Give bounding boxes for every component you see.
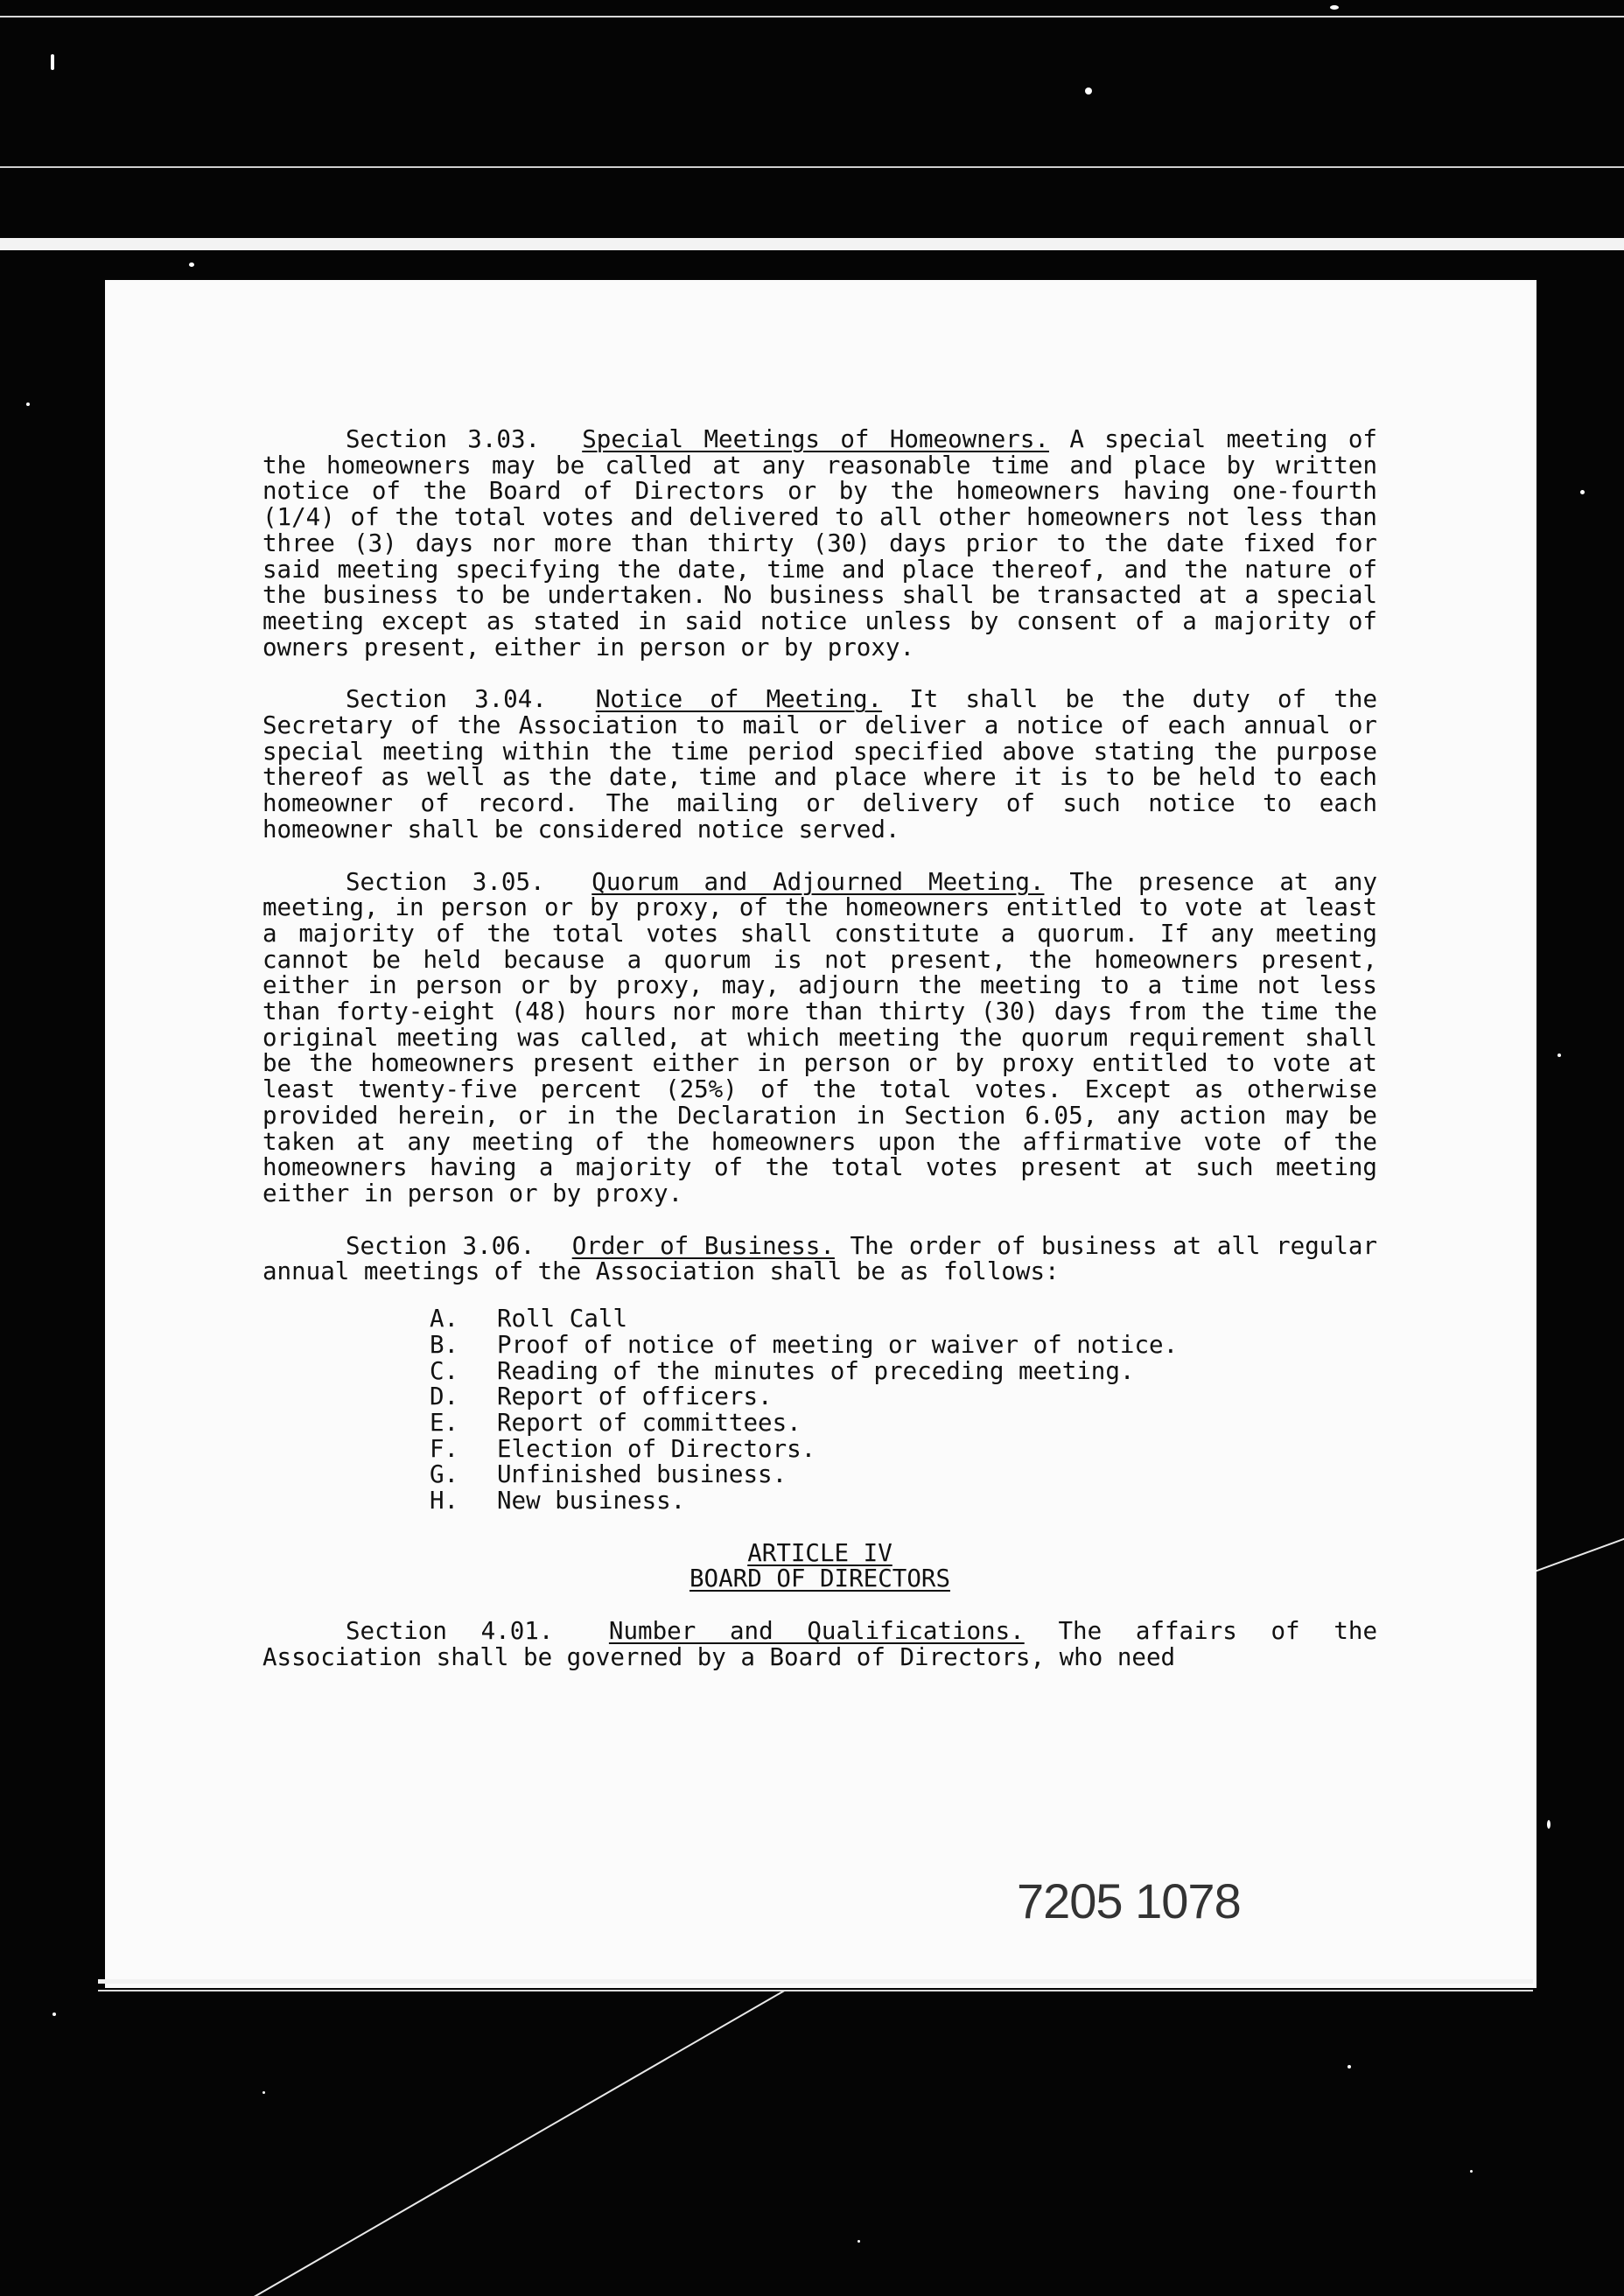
section-3-06 — [262, 1231, 1378, 1286]
scan-edge-line — [0, 166, 1624, 168]
list-item-letter: G. — [430, 1460, 459, 1489]
article-heading — [262, 1538, 1377, 1593]
list-item-text: Election of Directors. — [497, 1434, 816, 1463]
scan-speck — [1547, 1820, 1550, 1829]
section-title: Number and Qualifications. — [608, 1617, 1025, 1646]
section-body: The presence at any meeting, in person or by proxy, of the homeowners entitled to vote at least a majority of the total votes shall constitute a quorum. If any meeting cannot be held because a quorum is not present, the homeowners present, either in person or by proxy, may, adjourn the meeting to a time not less than forty-eight (48) hours nor more than thirty (30) days from the time the original meeting was called, at which meeting the quorum requirement shall be the homeowners present either in person or by proxy entitled to vote at least twenty-five percent (25%) of the total votes. Except as otherwise provided herein, or in the Declaration in Section 6.05, any action may be taken at any meeting of the homeowners upon the affirmative vote of the homeowners having a majority of the total votes present at such meeting either in person or by proxy. — [262, 867, 1378, 1208]
list-item-letter: E. — [430, 1408, 459, 1437]
page-bottom-edge — [98, 1990, 1533, 1992]
scan-speck — [1330, 5, 1339, 10]
list-item-text: Roll Call — [497, 1305, 628, 1334]
scan-speck — [262, 2091, 265, 2094]
scan-edge-line — [0, 238, 1624, 250]
section-number: Section 4.01. — [346, 1617, 554, 1646]
article-title: BOARD OF DIRECTORS — [689, 1564, 950, 1593]
list-item — [430, 1488, 1377, 1515]
section-3-05 — [262, 867, 1378, 1208]
scan-speck — [1470, 2170, 1473, 2173]
section-body: A special meeting of the homeowners may be called at any reasonable time and place by written notice of the Board of Directors or by the homeowners having one-fourth (1/4) of the total votes and delivered to all other homeowners not less than three (3) days nor more than thirty (30) days prior to the date fixed for said meeting specifying the date, time and place thereof, and the nature of the business to be undertaken. No business shall be transacted at a special meeting except as stated in said notice unless by consent of a majority of owners present, either in person or by proxy. — [262, 425, 1377, 662]
section-title: Order of Business. — [571, 1231, 835, 1260]
document-body — [262, 427, 1377, 1698]
section-title: Notice of Meeting. — [595, 685, 883, 714]
scan-speck — [858, 2240, 860, 2243]
section-number: Section 3.05. — [346, 867, 545, 896]
list-item — [430, 1384, 1377, 1410]
list-item-letter: F. — [430, 1434, 459, 1463]
section-body: It shall be the duty of the Secretary of the Association to mail or deliver a notice of each annual or special meeting within the time period specified above stating the purpose thereof as well as the date, time and place where it is to be held to each homeowner of record. The mailing or delivery of such notice to each homeowner shall be considered notice served. — [262, 685, 1378, 844]
section-3-04 — [262, 687, 1377, 843]
scan-speck — [51, 54, 54, 70]
list-item-letter: H. — [430, 1487, 459, 1516]
list-item-text: Unfinished business. — [497, 1460, 788, 1489]
list-item-text: Report of officers. — [497, 1382, 773, 1411]
list-item — [430, 1330, 1377, 1359]
page-bottom-edge — [98, 1979, 1533, 1984]
scan-edge-line — [0, 16, 1624, 18]
page-stamp-number: 7205 1078 — [1017, 1873, 1241, 1928]
list-item — [430, 1306, 1377, 1333]
scan-speck — [52, 2012, 56, 2016]
list-item — [430, 1434, 1377, 1463]
section-body: The affairs of the Association shall be governed by a Board of Directors, who need — [262, 1617, 1378, 1671]
list-item-letter: D. — [430, 1382, 459, 1411]
section-4-01 — [262, 1619, 1377, 1670]
scan-speck — [1558, 1054, 1561, 1057]
list-item — [430, 1462, 1377, 1488]
section-number: Section 3.03. — [346, 425, 541, 453]
scanner-top-margin — [0, 0, 1624, 236]
list-item-text: Reading of the minutes of preceding meeting. — [497, 1356, 1135, 1385]
section-title: Special Meetings of Homeowners. — [582, 425, 1049, 453]
section-3-03 — [262, 427, 1377, 661]
scan-speck — [1348, 2065, 1351, 2068]
scan-scratch — [254, 1990, 785, 2296]
section-body: The order of business at all regular annual meetings of the Association shall be as follows: — [262, 1231, 1378, 1286]
list-item-text: Report of committees. — [497, 1408, 802, 1437]
list-item-letter: C. — [430, 1356, 459, 1385]
scan-speck — [189, 262, 194, 267]
section-number: Section 3.04. — [346, 685, 547, 714]
scan-speck — [1580, 490, 1585, 494]
scan-speck — [1085, 88, 1092, 94]
list-item-letter: B. — [430, 1330, 459, 1359]
list-item-letter: A. — [430, 1305, 459, 1334]
scan-scratch — [1522, 1536, 1624, 1577]
list-item-text: Proof of notice of meeting or waiver of notice. — [497, 1330, 1179, 1359]
scan-speck — [26, 402, 30, 406]
list-item — [430, 1410, 1377, 1437]
list-item-text: New business. — [497, 1487, 686, 1516]
section-number: Section 3.06. — [346, 1231, 536, 1260]
article-number: ARTICLE IV — [747, 1538, 892, 1567]
list-item — [430, 1356, 1377, 1385]
order-of-business-list — [262, 1306, 1377, 1515]
section-title: Quorum and Adjourned Meeting. — [592, 867, 1045, 896]
